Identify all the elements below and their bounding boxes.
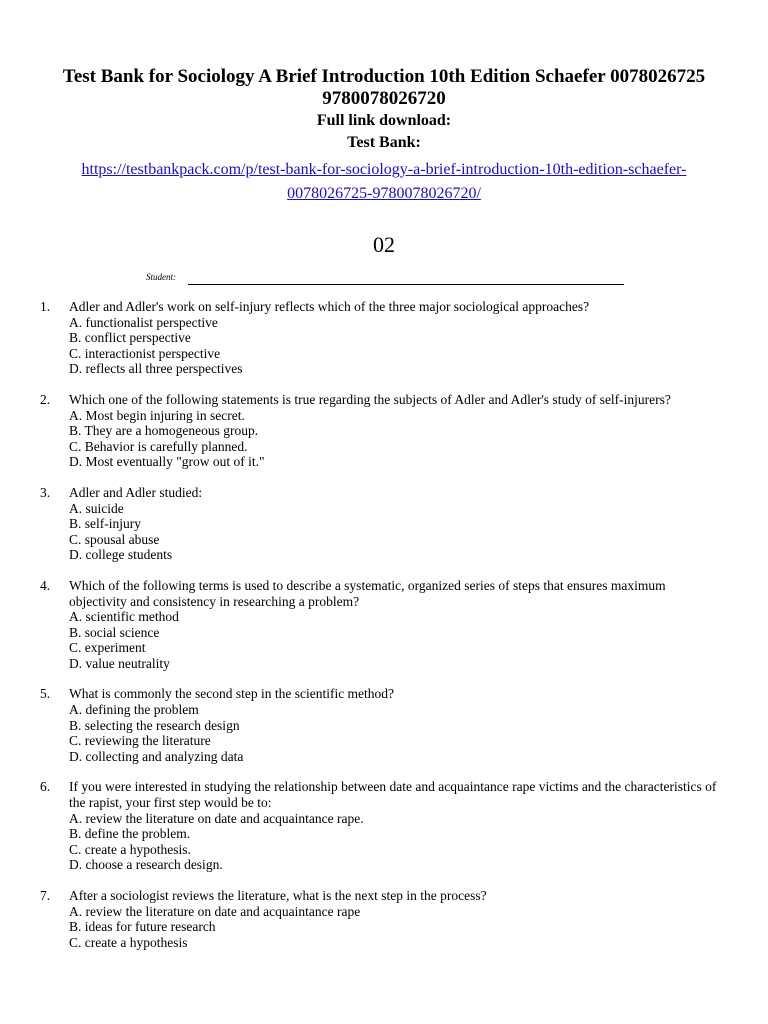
question-number: 7. xyxy=(40,888,51,903)
answer-option[interactable]: B. self-injury xyxy=(69,516,141,532)
question-text: Adler and Adler studied: xyxy=(69,484,203,500)
answer-option[interactable]: B. define the problem. xyxy=(69,826,191,842)
full-link-label: Full link download: xyxy=(316,112,452,129)
question-4 xyxy=(40,578,720,672)
answer-option[interactable]: D. choose a research design. xyxy=(69,857,223,873)
question-1 xyxy=(40,299,720,377)
question-list xyxy=(40,299,720,965)
question-number: 5. xyxy=(40,686,51,702)
answer-option[interactable]: C. Behavior is carefully planned. xyxy=(69,438,248,454)
answer-option[interactable]: B. They are a homogeneous group. xyxy=(69,423,259,439)
question-3 xyxy=(40,485,720,563)
answer-option[interactable]: C. interactionist perspective xyxy=(69,345,221,361)
question-text: If you were interested in studying the relationship between date and acquaintance rape victims and the characteristics of the rapist, your first step would be to: xyxy=(69,779,717,811)
answer-option[interactable]: D. college students xyxy=(69,547,173,563)
answer-option[interactable]: B. social science xyxy=(69,624,160,640)
answer-option[interactable]: D. Most eventually "grow out of it." xyxy=(69,454,265,470)
answer-option[interactable]: A. Most begin injuring in secret. xyxy=(69,407,245,423)
question-2 xyxy=(40,392,720,470)
answer-option[interactable]: C. create a hypothesis. xyxy=(69,841,191,857)
student-label: Student: xyxy=(146,272,176,282)
question-text: Which one of the following statements is true regarding the subjects of Adler and Adler's study of self-injurers? xyxy=(69,391,671,407)
answer-option[interactable]: A. defining the problem xyxy=(69,702,199,718)
student-name-input[interactable] xyxy=(188,270,624,285)
answer-option[interactable]: A. functionalist perspective xyxy=(69,314,218,330)
download-link[interactable]: https://testbankpack.com/p/test-bank-for-sociology-a-brief-introduction-10th-edition-schaefer-0078026725-9780078026720/ xyxy=(81,161,687,202)
answer-option[interactable]: B. ideas for future research xyxy=(69,919,216,935)
answer-option[interactable]: C. reviewing the literature xyxy=(69,733,211,749)
test-bank-label: Test Bank: xyxy=(347,134,421,151)
answer-option[interactable]: B. conflict perspective xyxy=(69,330,191,346)
document-header xyxy=(0,66,768,206)
question-number: 6. xyxy=(40,779,51,795)
question-text: Adler and Adler's work on self-injury reflects which of the three major sociological approaches? xyxy=(69,299,590,314)
answer-option[interactable]: A. review the literature on date and acquaintance rape xyxy=(69,903,361,919)
question-text: What is commonly the second step in the scientific method? xyxy=(69,686,395,702)
question-6 xyxy=(40,779,720,873)
question-5 xyxy=(40,686,720,764)
answer-option[interactable]: A. suicide xyxy=(69,500,124,516)
answer-option[interactable]: C. experiment xyxy=(69,640,146,656)
answer-option[interactable]: D. reflects all three perspectives xyxy=(69,361,243,377)
answer-option[interactable]: C. create a hypothesis xyxy=(69,934,188,950)
answer-option[interactable]: C. spousal abuse xyxy=(69,531,160,547)
question-number: 1. xyxy=(40,299,51,314)
answer-option[interactable]: B. selecting the research design xyxy=(69,717,240,733)
question-number: 4. xyxy=(40,577,51,593)
answer-option[interactable]: A. review the literature on date and acquaintance rape. xyxy=(69,810,364,826)
question-text: Which of the following terms is used to describe a systematic, organized series of steps that ensures maximum objectivity and consistency in researching a problem? xyxy=(69,577,666,609)
question-text: After a sociologist reviews the literature, what is the next step in the process? xyxy=(69,888,487,903)
question-number: 3. xyxy=(40,484,51,500)
answer-option[interactable]: D. value neutrality xyxy=(69,655,170,671)
student-field-row xyxy=(146,270,626,288)
answer-option[interactable]: D. collecting and analyzing data xyxy=(69,748,244,764)
question-number: 2. xyxy=(40,391,51,407)
answer-option[interactable]: A. scientific method xyxy=(69,609,179,625)
set-number: 02 xyxy=(373,232,395,257)
question-7 xyxy=(40,888,720,950)
document-title: Test Bank for Sociology A Brief Introduction 10th Edition Schaefer 0078026725 9780078026720 xyxy=(62,66,706,109)
